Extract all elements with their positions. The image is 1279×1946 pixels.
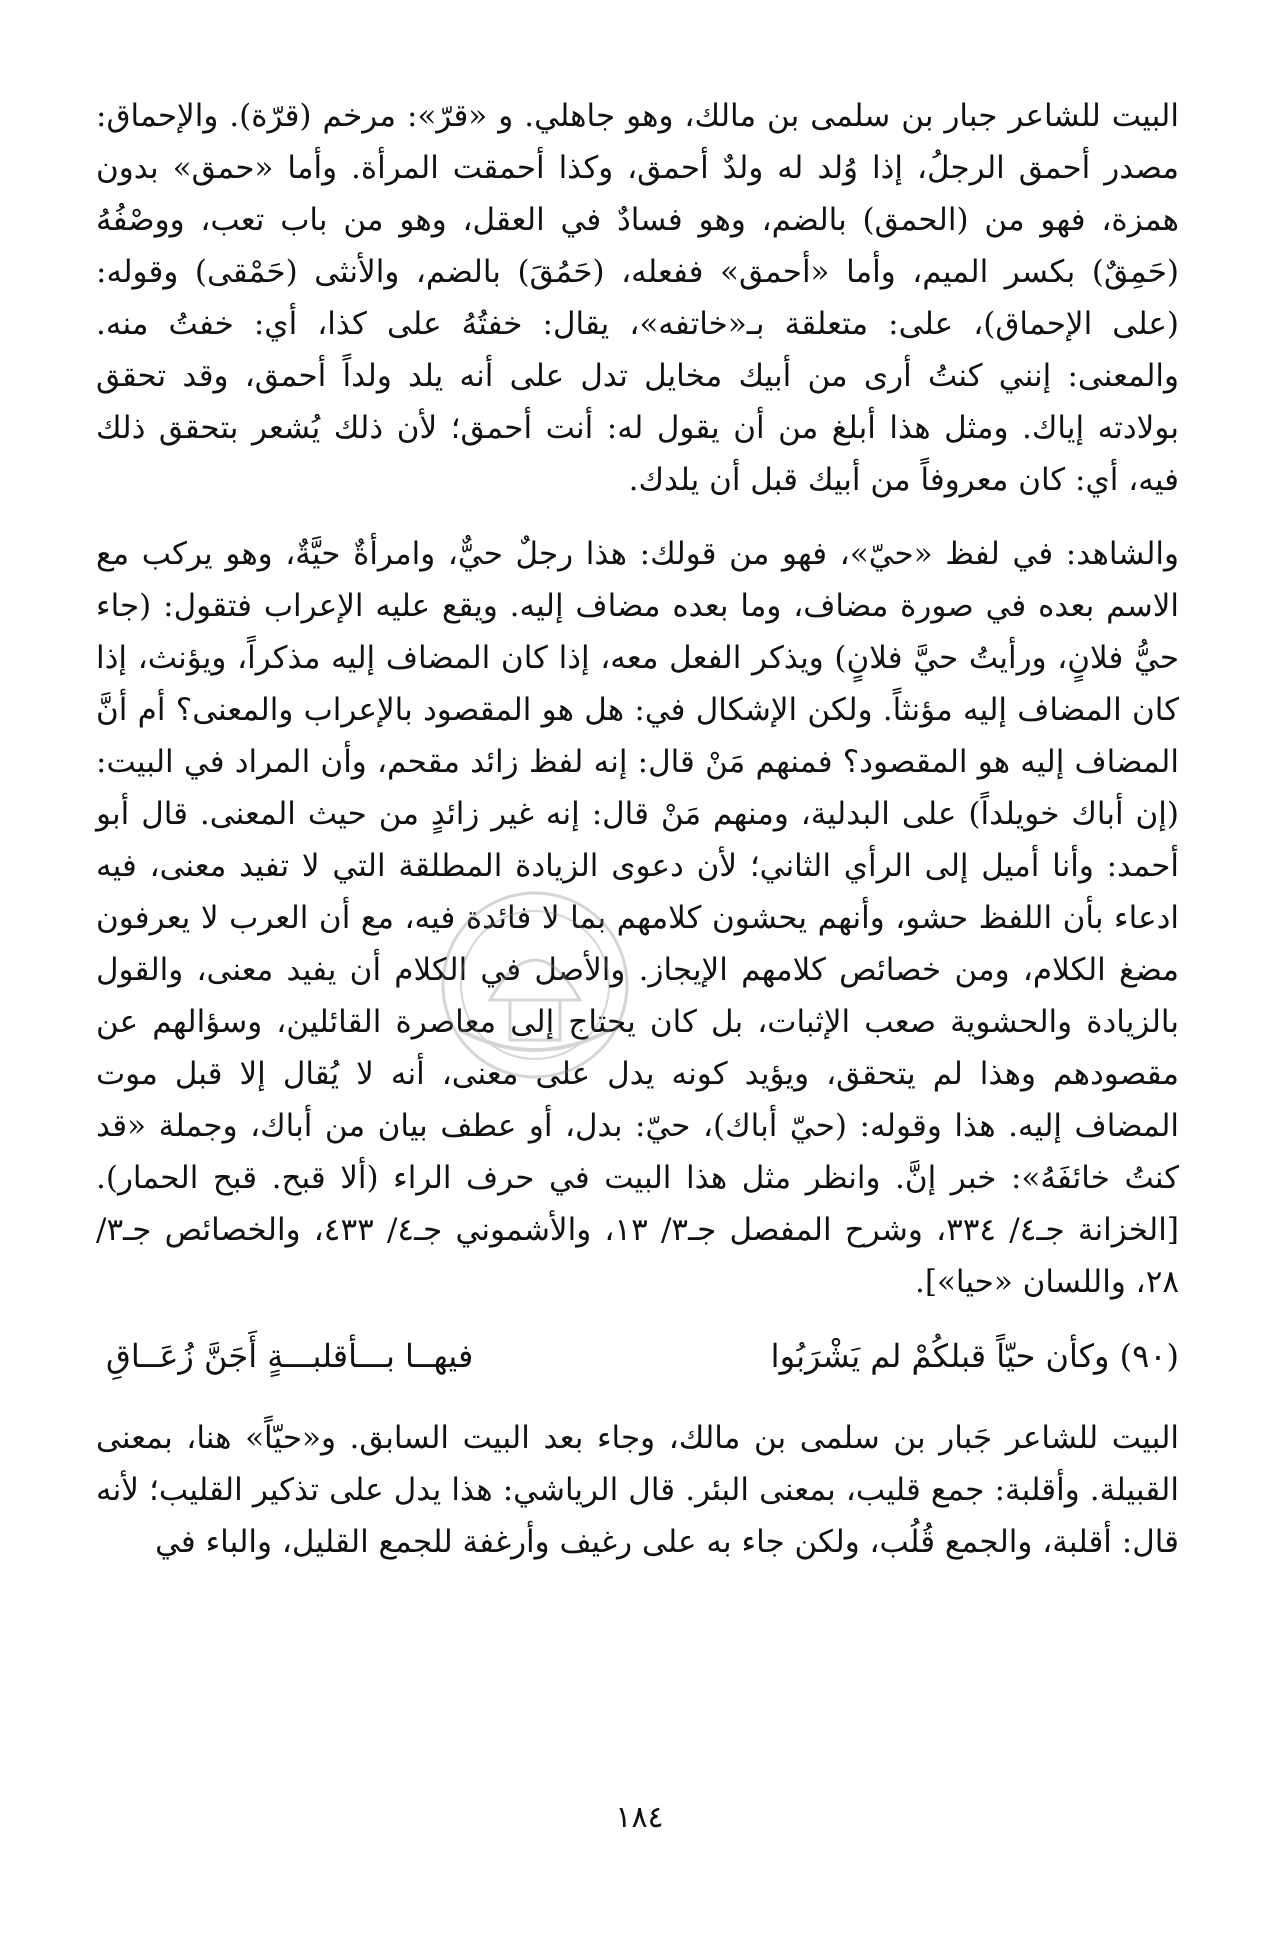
verse-number: (٩٠) [1119,1337,1179,1375]
commentary-paragraph-2: والشاهد: في لفظ «حيّ»، فهو من قولك: هذا رجلٌ حيٌّ، وامرأةٌ حيَّةٌ، وهو يركب مع الاسم بعده في صورة مضاف، وما بعده مضاف إليه. ويقع عليه الإعراب فتقول: (جاء حيُّ فلانٍ، ورأيتُ حيَّ فلانٍ) ويذكر الفعل معه، إذا كان المضاف إليه مذكراً، ويؤنث، إذا كان المضاف إليه مؤنثاً. ولكن الإشكال في: هل هو المقصود بالإعراب والمعنى؟ أم أنَّ المضاف إليه هو المقصود؟ فمنهم مَنْ قال: إنه لفظ زائد مقحم، وأن المراد في البيت: (إن أباك خويلداً) على البدلية، ومنهم مَنْ قال: إنه غير زائدٍ من حيث المعنى. قال أبو أحمد: وأنا أميل إلى الرأي الثاني؛ لأن دعوى الزيادة المطلقة التي لا تفيد معنى، فيه ادعاء بأن اللفظ حشو، وأنهم يحشون كلامهم بما لا فائدة فيه، مع أن العرب لا يعرفون مضغ الكلام، ومن خصائص كلامهم الإيجاز. والأصل في الكلام أن يفيد معنى، والقول بالزيادة والحشوية صعب الإثبات، بل كان يحتاج إلى معاصرة القائلين، وسؤالهم عن مقصودهم وهذا لم يتحقق، ويؤيد كونه يدل على معنى، أنه لا يُقال إلا قبل موت المضاف إليه. هذا وقوله: (حيّ أباك)، حيّ: بدل، أو عطف بيان من أباك، وجملة «قد كنتُ خائفَهُ»: خبر إنَّ. وانظر مثل هذا البيت في حرف الراء (ألا قبح. قبح الحمار). [الخزانة جـ٤/ ٣٣٤، وشرح المفصل جـ٣/ ١٣، والأشموني جـ٤/ ٤٣٣، والخصائص جـ٣/ ٢٨، واللسان «حيا»]. [96,536,1180,1300]
verse-second-hemistich: فيهــا بـــأقلبـــةٍ أَجَنَّ زُعَــاقِ [106,1337,474,1375]
verse-first-text: وكأن حيّاً قبلكُمْ لم يَشْرَبُوا [770,1337,1110,1375]
commentary-paragraph-1: البيت للشاعر جبار بن سلمى بن مالك، وهو جاهلي. و «قرّ»: مرخم (قرّة). والإحماق: مصدر أحمق الرجلُ، إذا وُلد له ولدٌ أحمق، وكذا أحمقت المرأة. وأما «حمق» بدون همزة، فهو من (الحمق) بالضم، وهو فسادٌ في العقل، وهو من باب تعب، ووصْفُهُ (حَمِقٌ) بكسر الميم، وأما «أحمق» ففعله، (حَمُقَ) بالضم، والأنثى (حَمْقى) وقوله: (على الإحماق)، على: متعلقة بـ«خاتفه»، يقال: خفتُهُ على كذا، أي: خفتُ منه. والمعنى: إنني كنتُ أرى من أبيك مخايل تدل على أنه يلد ولداً أحمق، وقد تحقق بولادته إياك. ومثل هذا أبلغ من أن يقول له: أنت أحمق؛ لأن ذلك يُشعر بتحقق ذلك فيه، أي: كان معروفاً من أبيك قبل أن يلدك. [96,98,1179,498]
commentary-paragraph-3: البيت للشاعر جَبار بن سلمى بن مالك، وجاء بعد البيت السابق. و«حيّاً» هنا، بمعنى القبيلة. وأقلبة: جمع قليب، بمعنى البئر. قال الرياشي: هذا يدل على تذكير القليب؛ لأنه قال: أقلبة، والجمع قُلُب، ولكن جاء به على رغيف وأرغفة للجمع القليل، والباء في [96,1420,1179,1560]
page-number: ١٨٤ [615,1800,664,1835]
verse-first-hemistich [771,1322,1179,1390]
poetry-verse [96,1322,1179,1390]
